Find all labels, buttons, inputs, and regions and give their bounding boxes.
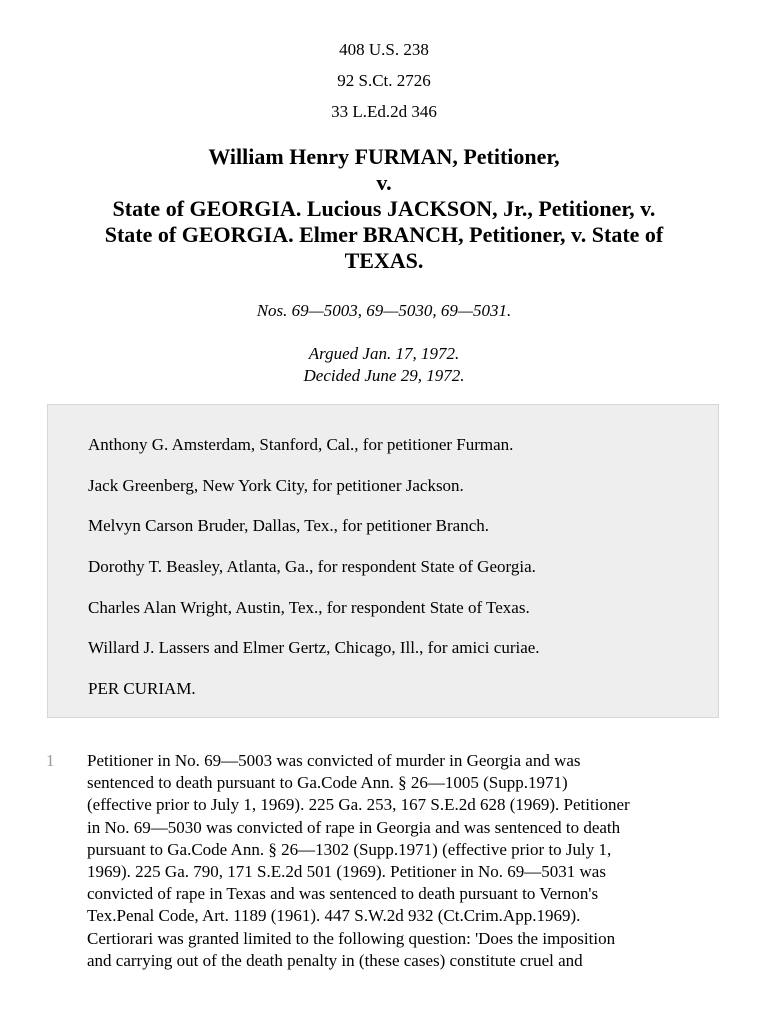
- paragraph-line: Petitioner in No. 69—5003 was convicted of murder in Georgia and was: [87, 751, 581, 770]
- case-citations: [0, 34, 768, 127]
- citation-lawyers-edition: 33 L.Ed.2d 346: [331, 102, 437, 121]
- citation-supreme-court-reporter: 92 S.Ct. 2726: [337, 71, 431, 90]
- counsel-line: Charles Alan Wright, Austin, Tex., for respondent State of Texas.: [88, 598, 530, 617]
- case-title-line: TEXAS.: [344, 248, 424, 273]
- counsel-line: Anthony G. Amsterdam, Stanford, Cal., for petitioner Furman.: [88, 435, 514, 454]
- paragraph-line: sentenced to death pursuant to Ga.Code Ann. § 26—1005 (Supp.1971): [87, 773, 568, 793]
- paragraph-line: Tex.Penal Code, Art. 1189 (1961). 447 S.W.2d 932 (Ct.Crim.App.1969).: [87, 906, 581, 926]
- per-curiam-heading: PER CURIAM.: [88, 679, 196, 698]
- opinion-paragraph: [87, 750, 727, 972]
- case-title: [40, 144, 728, 274]
- counsel-box: [47, 404, 719, 718]
- docket-numbers: Nos. 69—5003, 69—5030, 69—5031.: [256, 301, 512, 320]
- paragraph-number: 1: [46, 751, 55, 770]
- paragraph-line: Certiorari was granted limited to the following question: 'Does the imposition: [87, 928, 616, 948]
- case-dates: [0, 343, 768, 387]
- counsel-line: Melvyn Carson Bruder, Dallas, Tex., for petitioner Branch.: [88, 516, 489, 535]
- paragraph-line: 1969). 225 Ga. 790, 171 S.E.2d 501 (1969). Petitioner in No. 69—5031 was: [87, 862, 606, 882]
- citation-us-reports: 408 U.S. 238: [339, 40, 429, 59]
- paragraph-line: and carrying out of the death penalty in (these cases) constitute cruel and: [87, 950, 583, 970]
- counsel-line: Dorothy T. Beasley, Atlanta, Ga., for respondent State of Georgia.: [88, 557, 536, 576]
- case-title-line: State of GEORGIA. Lucious JACKSON, Jr., Petitioner, v.: [112, 196, 656, 221]
- paragraph-line: (effective prior to July 1, 1969). 225 Ga. 253, 167 S.E.2d 628 (1969). Petitioner: [87, 795, 630, 815]
- counsel-line: Jack Greenberg, New York City, for petitioner Jackson.: [88, 476, 464, 495]
- case-title-line: v.: [376, 170, 392, 195]
- paragraph-line: pursuant to Ga.Code Ann. § 26—1302 (Supp.1971) (effective prior to July 1,: [87, 839, 612, 859]
- paragraph-line: in No. 69—5030 was convicted of rape in Georgia and was sentenced to death: [87, 817, 621, 837]
- case-title-line: State of GEORGIA. Elmer BRANCH, Petitioner, v. State of: [104, 222, 664, 247]
- counsel-line: Willard J. Lassers and Elmer Gertz, Chicago, Ill., for amici curiae.: [88, 638, 540, 657]
- case-title-line: William Henry FURMAN, Petitioner,: [208, 144, 560, 169]
- decided-date: Decided June 29, 1972.: [303, 366, 465, 385]
- paragraph-line: convicted of rape in Texas and was sentenced to death pursuant to Vernon's: [87, 884, 599, 904]
- argued-date: Argued Jan. 17, 1972.: [308, 344, 460, 363]
